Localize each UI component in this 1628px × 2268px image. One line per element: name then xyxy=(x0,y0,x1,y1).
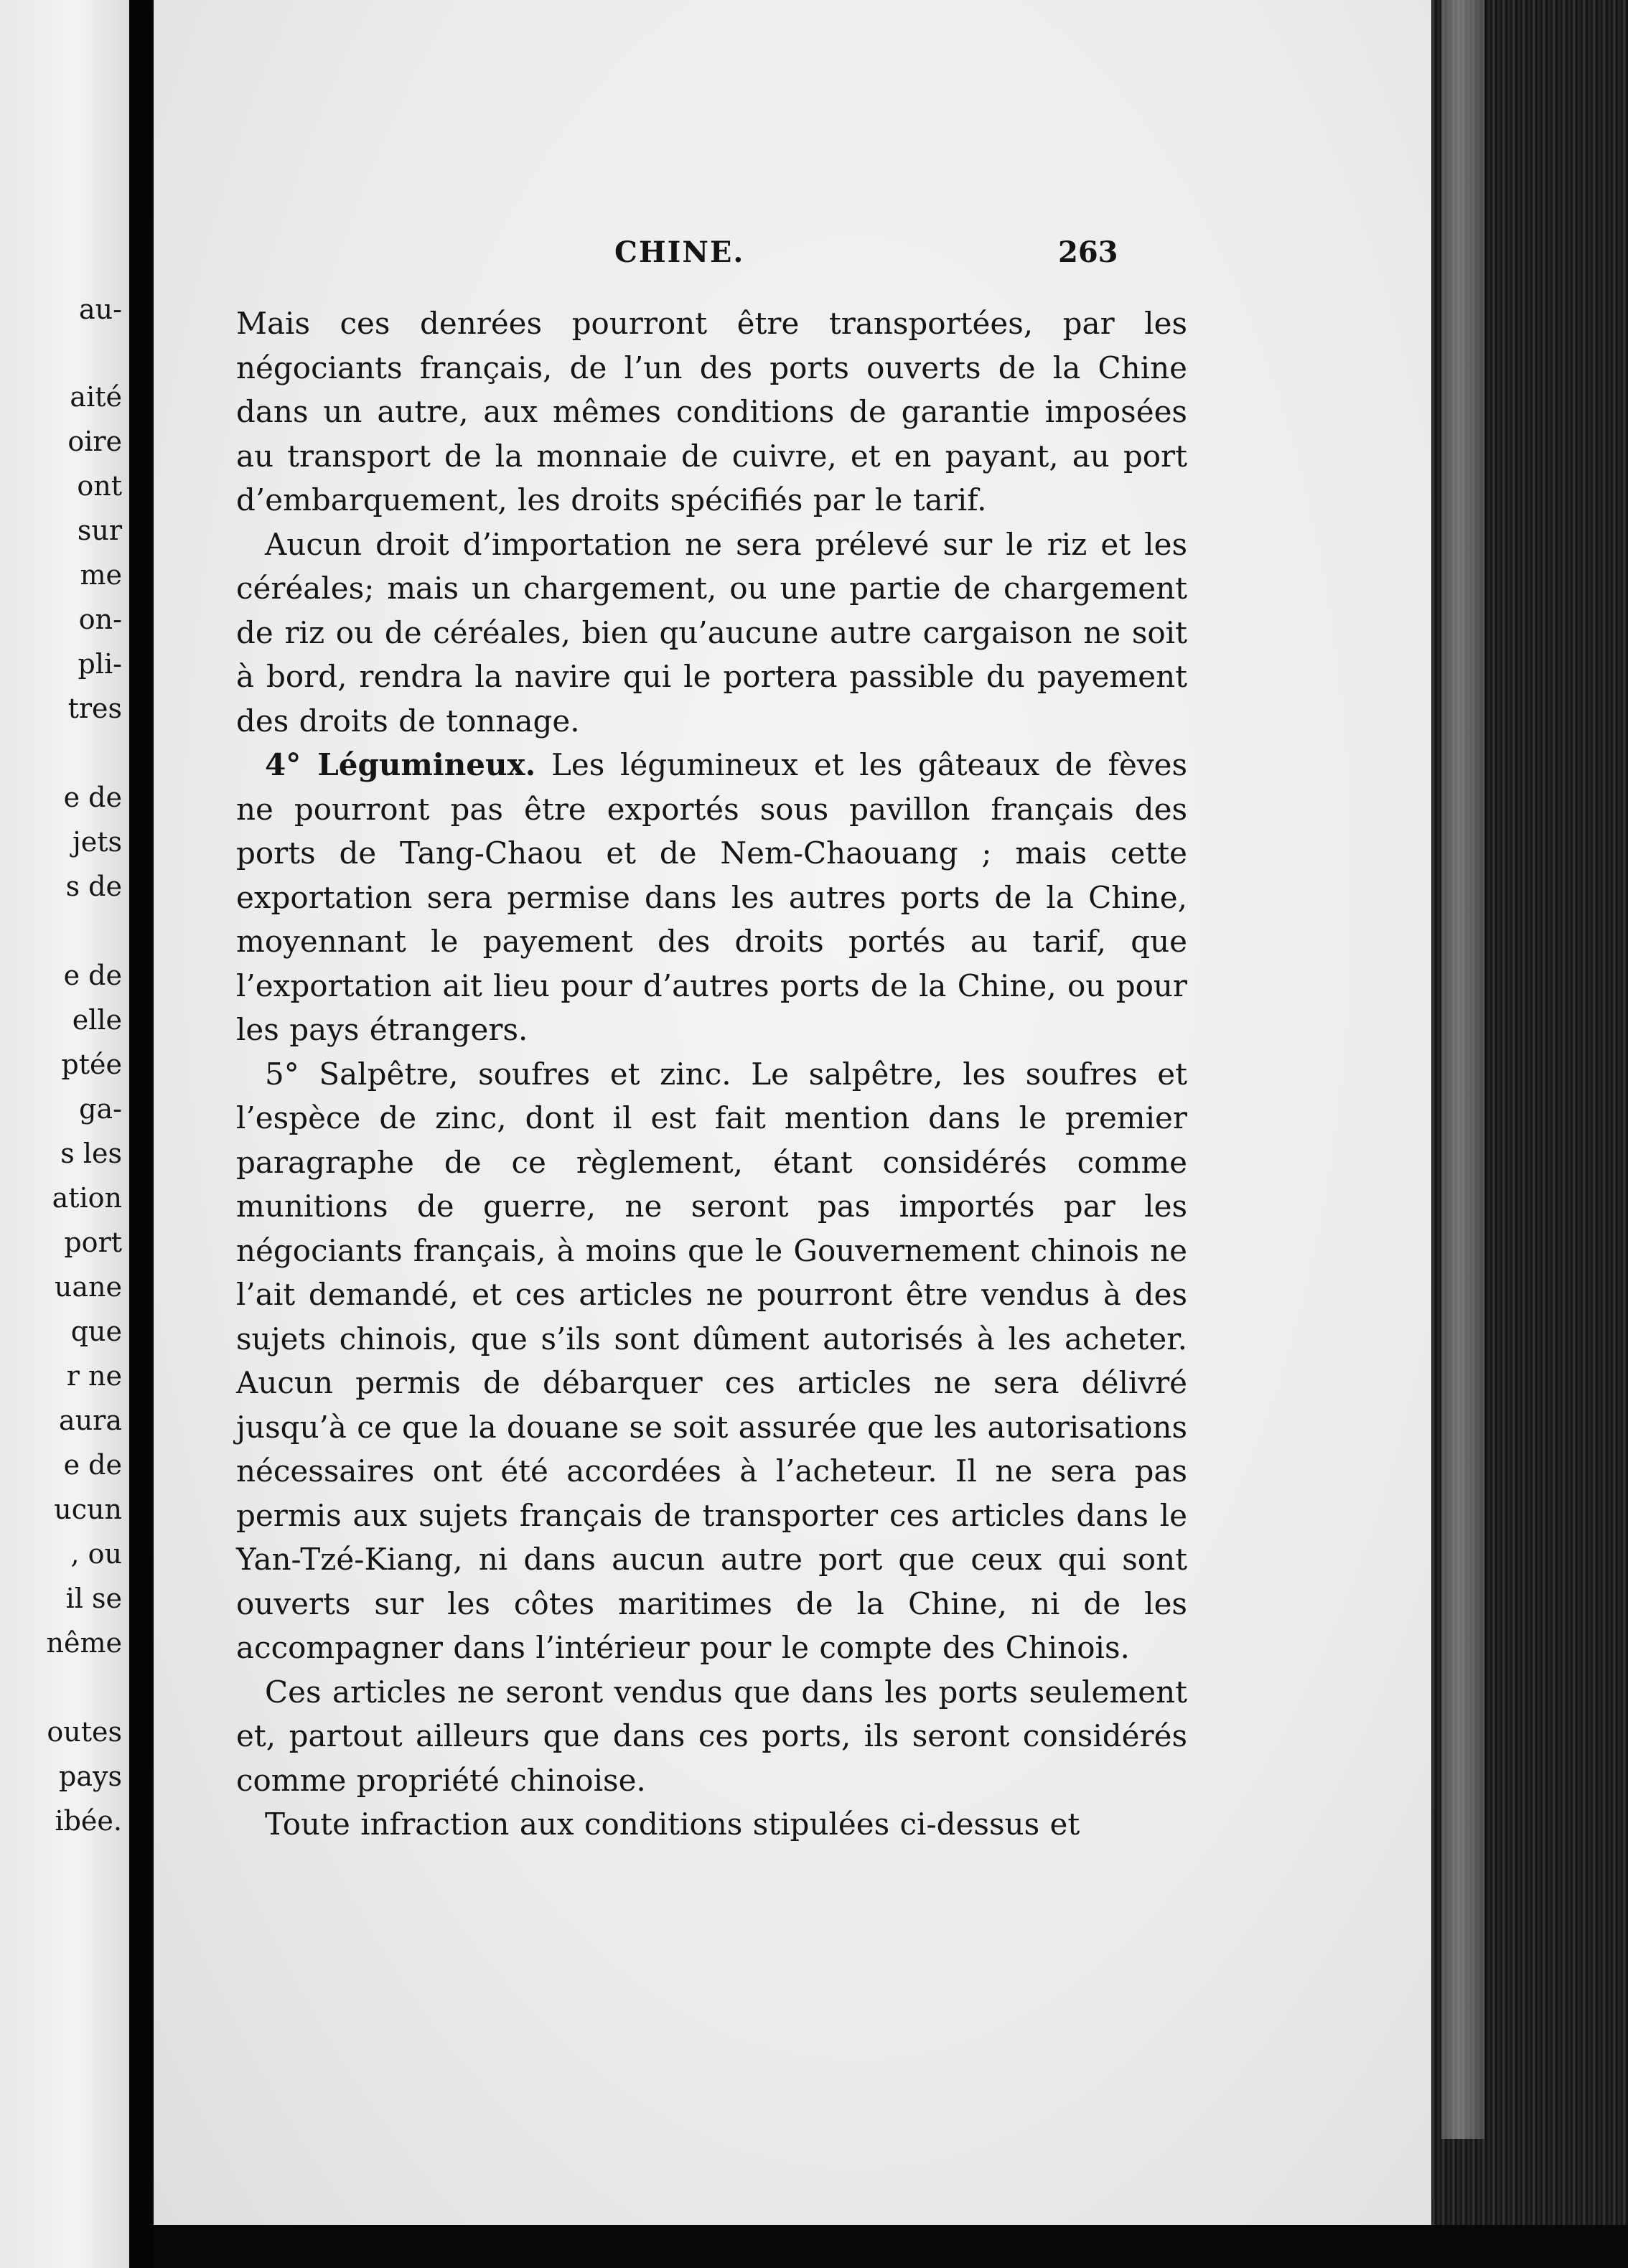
paragraph-6: Toute infraction aux conditions stipulées ci-dessus et xyxy=(265,1807,1080,1842)
paragraph-3-heading: 4° Légumineux. xyxy=(265,747,536,782)
paragraph-5: Ces articles ne seront vendus que dans les ports seulement et, partout ailleurs que dans ces ports, ils seront considérés comme propriété chinoise. xyxy=(236,1674,1187,1798)
left-page-line: ibée. xyxy=(55,1805,122,1837)
book-gutter xyxy=(129,0,154,2268)
paragraph-4-heading: 5° Salpêtre, soufres et zinc. xyxy=(265,1056,731,1092)
left-page-line: sur xyxy=(77,515,122,546)
left-page-line: elle xyxy=(72,1004,122,1036)
main-page xyxy=(154,0,1431,2225)
left-page-line: outes xyxy=(47,1716,122,1748)
paragraph-4-text: Le salpêtre, les soufres et l’espèce de zinc, dont il est fait mention dans le premier paragraphe de ce règlement, étant considérés comme munitions de guerre, ne seront pas importés par les négociants français, à moins que le Gouvernement chinois ne l’ait demandé, et ces articles ne pourront être vendus à des sujets chinois, que s’ils sont dûment autorisés à les acheter. Aucun permis de débarquer ces articles ne sera délivré jusqu’à ce que la douane se soit assurée que les autorisations nécessaires ont été accordées à l’acheteur. Il ne sera pas permis aux sujets français de transporter ces articles dans le Yan-Tzé-Kiang, ni dans aucun autre port que ceux qui sont ouverts sur les côtes maritimes de la Chine, ni de les accompagner dans l’intérieur pour le compte des Chinois. xyxy=(236,1056,1188,1665)
left-page-line: , ou xyxy=(70,1538,122,1570)
left-page-line: au- xyxy=(79,294,122,325)
paragraph-1: Mais ces denrées pourront être transportées, par les négociants français, de l’un des ports ouverts de la Chine dans un autre, aux mêmes conditions de garantie imposées au transport de la monnaie de cuivre, et en payant, au port d’embarquement, les droits spécifiés par le tarif. xyxy=(236,306,1187,517)
left-page-line: oire xyxy=(67,426,122,457)
left-page-line: ucun xyxy=(54,1494,122,1525)
left-page-line: s les xyxy=(60,1138,122,1169)
left-page-line: aité xyxy=(70,381,122,413)
left-page-line: tres xyxy=(67,693,122,724)
left-page-line: il se xyxy=(65,1583,122,1614)
left-page-line: pays xyxy=(59,1761,122,1792)
page-stack-edge xyxy=(1441,0,1484,2139)
paragraph-3 xyxy=(236,743,1187,1052)
left-page-line: que xyxy=(70,1316,122,1347)
left-page-line: jets xyxy=(72,826,122,858)
left-page-line: s de xyxy=(65,871,122,902)
left-page-line: ptée xyxy=(61,1049,122,1080)
paragraph-2: Aucun droit d’importation ne sera prélevé sur le riz et les céréales; mais un chargement, ou une partie de chargement de riz ou de céréales, bien qu’aucune autre cargaison ne soit à bord, rendra la navire qui le portera passible du payement des droits de tonnage. xyxy=(236,526,1187,739)
book-fore-edge xyxy=(1431,0,1628,2268)
left-page-line: pli- xyxy=(78,648,122,680)
left-page-line: r ne xyxy=(66,1360,122,1392)
left-page-line: e de xyxy=(63,1449,122,1481)
left-page-edge xyxy=(0,0,129,2268)
left-page-line: on- xyxy=(78,604,122,635)
left-page-line: port xyxy=(64,1227,122,1258)
left-page-line: ga- xyxy=(79,1093,122,1125)
body-text xyxy=(236,301,1187,1847)
scan-bottom-border xyxy=(154,2225,1628,2268)
left-page-line: ation xyxy=(52,1182,122,1214)
paragraph-4 xyxy=(236,1052,1187,1670)
running-head: CHINE. xyxy=(614,235,745,269)
left-page-line: aura xyxy=(59,1405,122,1436)
page-number: 263 xyxy=(1058,235,1118,269)
left-page-line: e de xyxy=(63,782,122,813)
left-page-line: uane xyxy=(54,1271,122,1303)
left-page-line: me xyxy=(80,559,122,591)
left-page-line: nême xyxy=(46,1627,122,1659)
left-page-line: e de xyxy=(63,960,122,991)
paragraph-3-text: Les légumineux et les gâteaux de fèves ne pourront pas être exportés sous pavillon français des ports de Tang-Chaou et de Nem-Chaouang ; mais cette exportation sera permise dans les autres ports de la Chine, moyennant le payement des droits portés au tarif, que l’exportation ait lieu pour d’autres ports de la Chine, ou pour les pays étrangers. xyxy=(236,747,1187,1047)
left-page-line: ont xyxy=(77,470,122,502)
